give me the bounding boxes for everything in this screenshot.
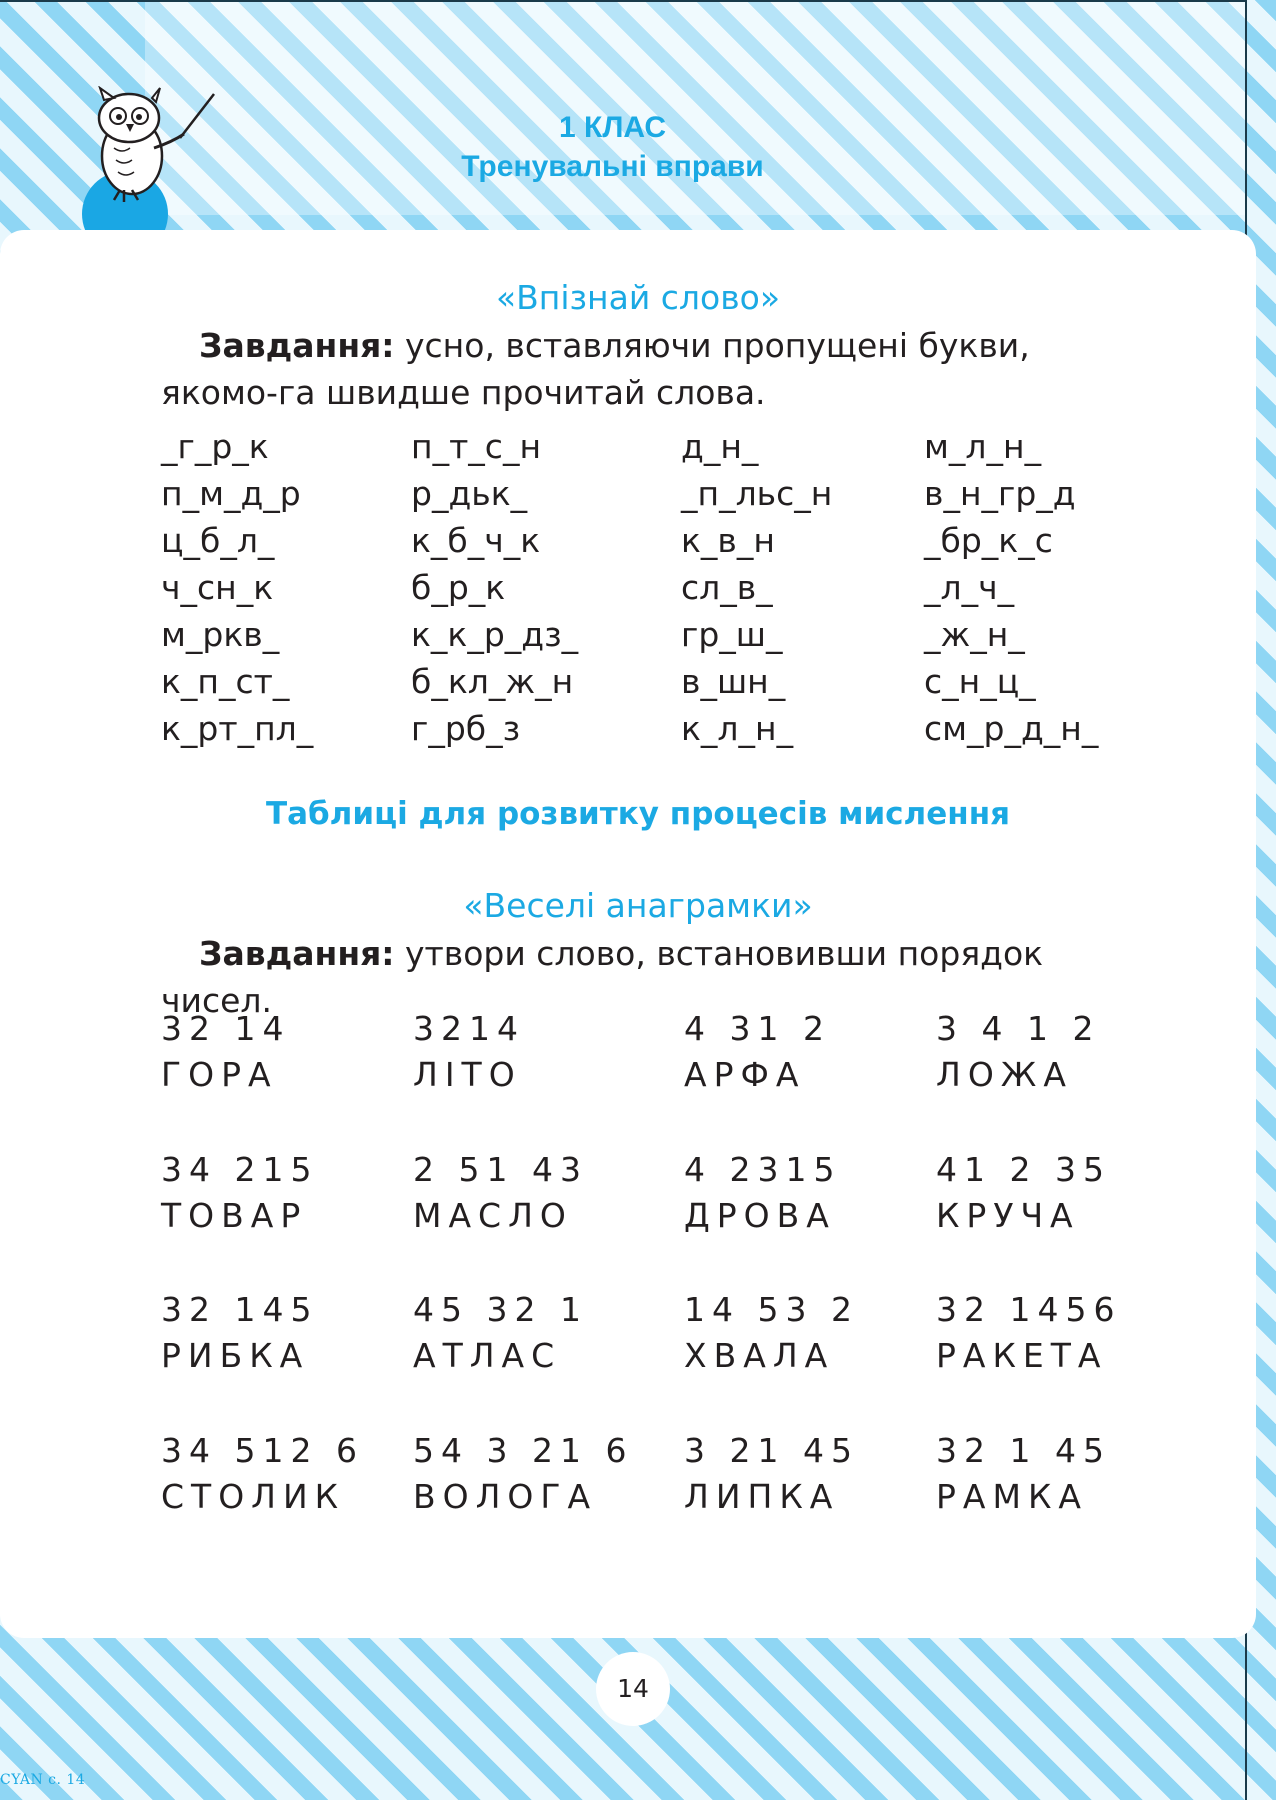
word-item: п_м_д_р (161, 474, 301, 513)
header-subtitle: Тренувальні вправи (461, 150, 764, 183)
word-item: м_ркв_ (161, 615, 280, 654)
word-item: к_л_н_ (681, 709, 794, 748)
section-title-anagrams: «Веселі анаграмки» (463, 886, 813, 925)
task-label: Завдання: (199, 326, 395, 365)
word-row (161, 706, 1161, 752)
task-recognize-word (161, 322, 1121, 416)
anagram-numbers: 4 31 2 (684, 1009, 831, 1048)
anagram-word: СТОЛИК (161, 1477, 346, 1516)
word-item: _г_р_к (161, 427, 269, 466)
anagram-item (161, 1147, 318, 1239)
anagram-item (413, 1287, 588, 1379)
word-item: г_рб_з (411, 709, 521, 748)
anagram-numbers: 32 14 (161, 1009, 291, 1048)
word-item: к_к_р_дз_ (411, 615, 579, 654)
word-item: _л_ч_ (924, 568, 1015, 607)
anagram-item (161, 1287, 318, 1379)
anagram-word: МАСЛО (413, 1196, 573, 1235)
word-row (161, 471, 1161, 517)
anagram-numbers: 45 32 1 (413, 1290, 588, 1329)
anagram-word: ЛИПКА (684, 1477, 840, 1516)
word-item: в_шн_ (681, 662, 786, 701)
print-mark: CYAN с. 14 (0, 1772, 86, 1788)
anagram-word: ТОВАР (161, 1196, 308, 1235)
word-row (161, 518, 1161, 564)
word-item: гр_ш_ (681, 615, 783, 654)
word-item: б_р_к (411, 568, 506, 607)
word-item: в_н_гр_д (924, 474, 1076, 513)
word-item: к_п_ст_ (161, 662, 290, 701)
word-item: м_л_н_ (924, 427, 1042, 466)
grade-label: 1 КЛАС (559, 111, 666, 144)
anagram-item (684, 1006, 831, 1098)
word-item: к_б_ч_к (411, 521, 541, 560)
anagram-item (161, 1006, 290, 1098)
word-item: сл_в_ (681, 568, 773, 607)
page-number: 14 (596, 1652, 670, 1726)
anagram-item (413, 1006, 525, 1098)
anagram-numbers: 41 2 35 (936, 1150, 1111, 1189)
anagram-word: РАКЕТА (936, 1336, 1108, 1375)
anagram-item (161, 1428, 364, 1520)
task-label: Завдання: (199, 934, 395, 973)
anagram-item (684, 1428, 859, 1520)
anagram-item (684, 1147, 841, 1239)
word-item: к_в_н (681, 521, 775, 560)
anagram-word: ДРОВА (684, 1196, 836, 1235)
anagram-word: КРУЧА (936, 1196, 1080, 1235)
word-row (161, 612, 1161, 658)
word-row (161, 659, 1161, 705)
anagram-word: АРФА (684, 1055, 806, 1094)
page-header (380, 108, 845, 186)
anagram-word: ЛІТО (413, 1055, 522, 1094)
crop-line-top (0, 0, 1246, 2)
task-text: усно, вставляючи пропущені букви, якомо-га швидше прочитай слова. (161, 326, 1030, 412)
anagram-word: ЛОЖА (936, 1055, 1073, 1094)
anagram-item (936, 1147, 1111, 1239)
anagram-numbers: 3214 (413, 1009, 525, 1048)
anagram-numbers: 3 21 45 (684, 1431, 859, 1470)
anagram-numbers: 32 1456 (936, 1290, 1122, 1329)
anagram-numbers: 2 51 43 (413, 1150, 588, 1189)
word-item: _п_льс_н (681, 474, 833, 513)
anagram-numbers: 34 512 6 (161, 1431, 364, 1470)
task-text: утвори слово, встановивши порядок чисел. (161, 934, 1044, 1020)
anagram-item (413, 1147, 588, 1239)
anagram-word: РАМКА (936, 1477, 1088, 1516)
anagram-word: ХВАЛА (684, 1336, 835, 1375)
anagram-item (936, 1006, 1100, 1098)
word-item: б_кл_ж_н (411, 662, 574, 701)
anagram-numbers: 34 215 (161, 1150, 319, 1189)
word-row (161, 565, 1161, 611)
word-item: _бр_к_с (924, 521, 1053, 560)
anagram-numbers: 32 145 (161, 1290, 319, 1329)
anagram-numbers: 4 2315 (684, 1150, 842, 1189)
anagram-item (936, 1428, 1111, 1520)
word-item: р_дьк_ (411, 474, 528, 513)
word-item: с_н_ц_ (924, 662, 1036, 701)
anagram-numbers: 14 53 2 (684, 1290, 859, 1329)
word-row (161, 424, 1161, 470)
anagram-word: РИБКА (161, 1336, 310, 1375)
word-item: ч_сн_к (161, 568, 274, 607)
anagram-numbers: 32 1 45 (936, 1431, 1111, 1470)
section-heading-thinking-tables: Таблиці для розвитку процесів мислення (265, 796, 1011, 832)
anagram-item (684, 1287, 859, 1379)
anagram-word: ГОРА (161, 1055, 278, 1094)
word-item: см_р_д_н_ (924, 709, 1099, 748)
word-item: _ж_н_ (924, 615, 1025, 654)
anagram-numbers: 3 4 1 2 (936, 1009, 1101, 1048)
word-item: к_рт_пл_ (161, 709, 314, 748)
anagram-item (413, 1428, 633, 1520)
word-item: п_т_с_н (411, 427, 542, 466)
anagram-word: АТЛАС (413, 1336, 562, 1375)
anagram-word: ВОЛОГА (413, 1477, 598, 1516)
anagram-item (936, 1287, 1121, 1379)
word-item: д_н_ (681, 427, 759, 466)
anagram-numbers: 54 3 21 6 (413, 1431, 634, 1470)
section-title-recognize-word: «Впізнай слово» (495, 278, 781, 317)
word-item: ц_б_л_ (161, 521, 275, 560)
